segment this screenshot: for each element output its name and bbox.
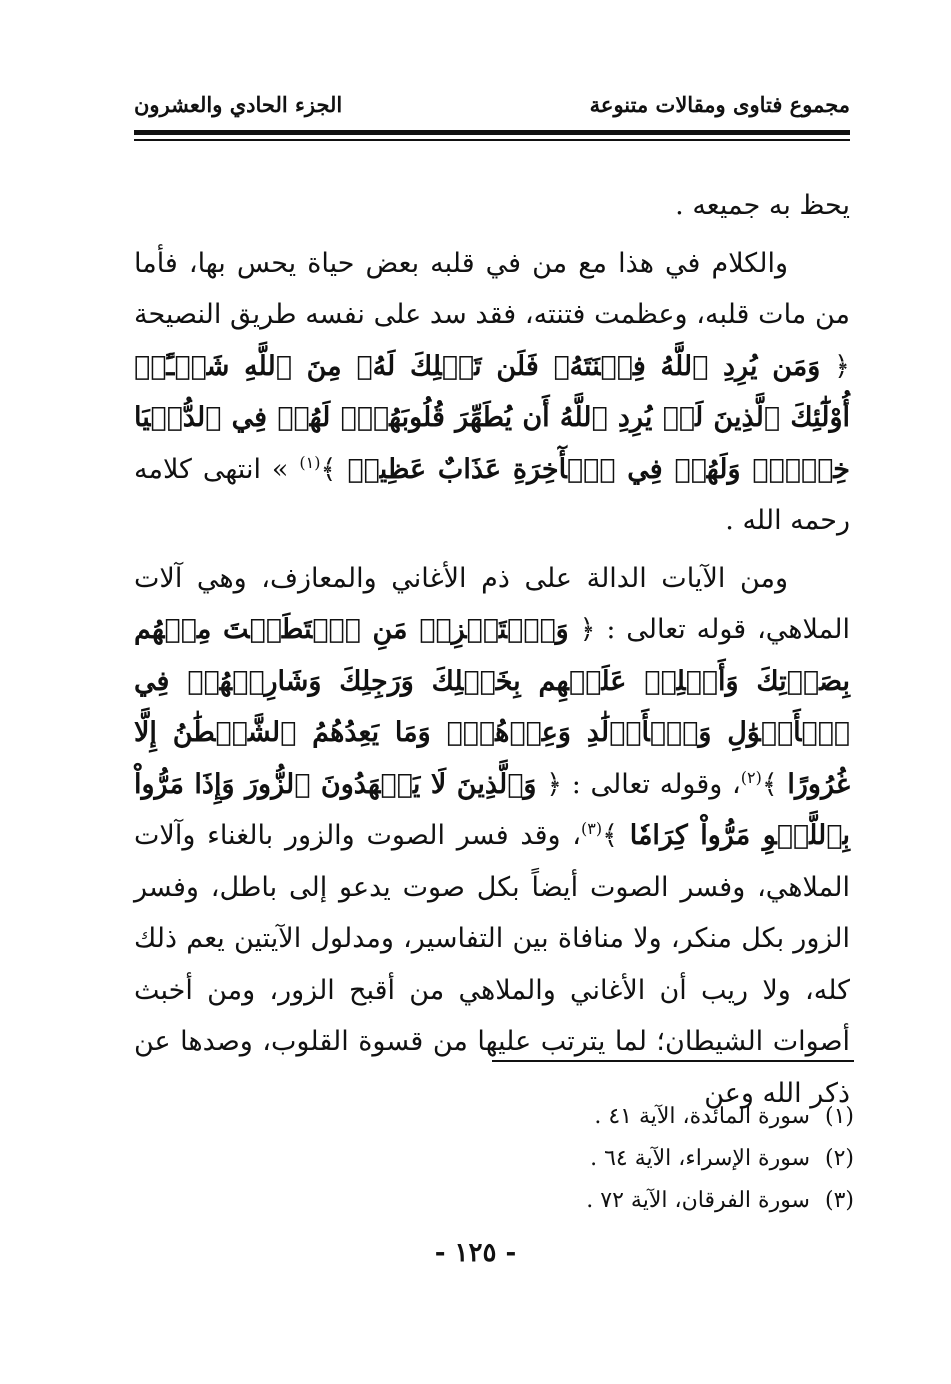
paragraph-2 bbox=[134, 553, 850, 1120]
footnote-text: سورة الإسراء، الآية ٦٤ . bbox=[590, 1146, 810, 1171]
page-number: - ١٢٥ - bbox=[434, 1238, 517, 1268]
footnote-item bbox=[420, 1180, 854, 1222]
continuation-line bbox=[134, 180, 850, 232]
footnote-number: (١) bbox=[824, 1104, 854, 1129]
footnote-ref-3: (٣) bbox=[581, 819, 603, 838]
paragraph-2-rest: ، وقد فسر الصوت والزور بالغناء وآلات الملاهي، وفسر الصوت أيضاً بكل صوت يدعو إلى باطل، وفسر الزور بكل منكر، ولا منافاة بين التفاسير، ومدلول الآيتين يعم ذلك كله، ولا ريب أن الأغاني والملاهي من أقبح الزور، ومن أخبث أصوات الشيطان؛ لما يترتب عليها من قسوة القلوب، وصدها عن ذكر الله وعن bbox=[134, 820, 850, 1109]
quran-close-brace: ﴾ bbox=[602, 820, 618, 851]
quran-open-brace: ﴿ bbox=[579, 614, 596, 645]
volume-label: الجزء الحادي والعشرون bbox=[134, 92, 343, 117]
footnote-ref-1: (١) bbox=[299, 452, 321, 472]
header-rule-thin bbox=[134, 139, 850, 141]
quran-open-brace: ﴿ bbox=[546, 768, 563, 800]
paragraph-2-mid: ، وقوله تعالى : bbox=[571, 768, 741, 800]
header-rule-thick bbox=[134, 130, 850, 135]
footnote-item bbox=[420, 1096, 854, 1138]
paragraph-1-end: » انتهى كلامه رحمه الله . bbox=[134, 453, 850, 536]
quran-verse-furqan: وَٱلَّذِينَ لَا يَشۡهَدُونَ ٱلزُّورَ وَإِذَا مَرُّواْ بِٱللَّغۡوِ مَرُّواْ كِرَامٗا bbox=[134, 768, 850, 851]
footnote-item bbox=[420, 1138, 854, 1180]
quran-close-brace: ﴾ bbox=[761, 768, 778, 800]
continuation-text: يحظ به جميعه . bbox=[675, 190, 850, 221]
footnote-ref-2: (٢) bbox=[740, 767, 762, 787]
footnote-separator bbox=[492, 1060, 854, 1062]
quran-open-brace: ﴿ bbox=[834, 350, 850, 382]
quran-verse-maidah: وَمَن يُرِدِ ٱللَّهُ فِتۡنَتَهُۥ فَلَن تَمۡلِكَ لَهُۥ مِنَ ٱللَّهِ شَيۡـًٔاۚ أُوْلَٰٓئِكَ ٱلَّذِينَ لَمۡ يُرِدِ ٱللَّهُ أَن يُطَهِّرَ قُلُوبَهُمۡۚ لَهُمۡ فِي ٱلدُّنۡيَا خِزۡيٞۖ وَلَهُمۡ فِي ٱلۡأٓخِرَةِ عَذَابٌ عَظِيمٞ bbox=[134, 350, 850, 485]
quran-verse-isra: وَٱسۡتَفۡزِزۡ مَنِ ٱسۡتَطَعۡتَ مِنۡهُم بِصَوۡتِكَ وَأَجۡلِبۡ عَلَيۡهِم بِخَيۡلِكَ وَرَجِلِكَ وَشَارِكۡهُمۡ فِي ٱلۡأَمۡوَٰلِ وَٱلۡأَوۡلَٰدِ وَعِدۡهُمۡۚ وَمَا يَعِدُهُمُ ٱلشَّيۡطَٰنُ إِلَّا غُرُورًا bbox=[134, 614, 850, 800]
book-title: مجموع فتاوى ومقالات متنوعة bbox=[589, 92, 850, 117]
running-header bbox=[134, 92, 850, 126]
footnote-number: (٢) bbox=[824, 1146, 854, 1171]
footnote-number: (٣) bbox=[824, 1188, 854, 1213]
footnote-text: سورة المائدة، الآية ٤١ . bbox=[594, 1104, 810, 1129]
body-text bbox=[134, 180, 850, 1119]
footnotes bbox=[420, 1096, 854, 1222]
quran-close-brace: ﴾ bbox=[320, 453, 337, 485]
paragraph-1 bbox=[134, 238, 850, 547]
footnote-text: سورة الفرقان، الآية ٧٢ . bbox=[586, 1188, 810, 1213]
paragraph-1-intro: والكلام في هذا مع من في قلبه بعض حياة يحس بها، فأما من مات قلبه، وعظمت فتنته، فقد سد على نفسه طريق النصيحة bbox=[134, 247, 850, 330]
paragraph-2-intro: ومن الآيات الدالة على ذم الأغاني والمعازف، وهي آلات الملاهي، قوله تعالى : bbox=[134, 562, 850, 645]
